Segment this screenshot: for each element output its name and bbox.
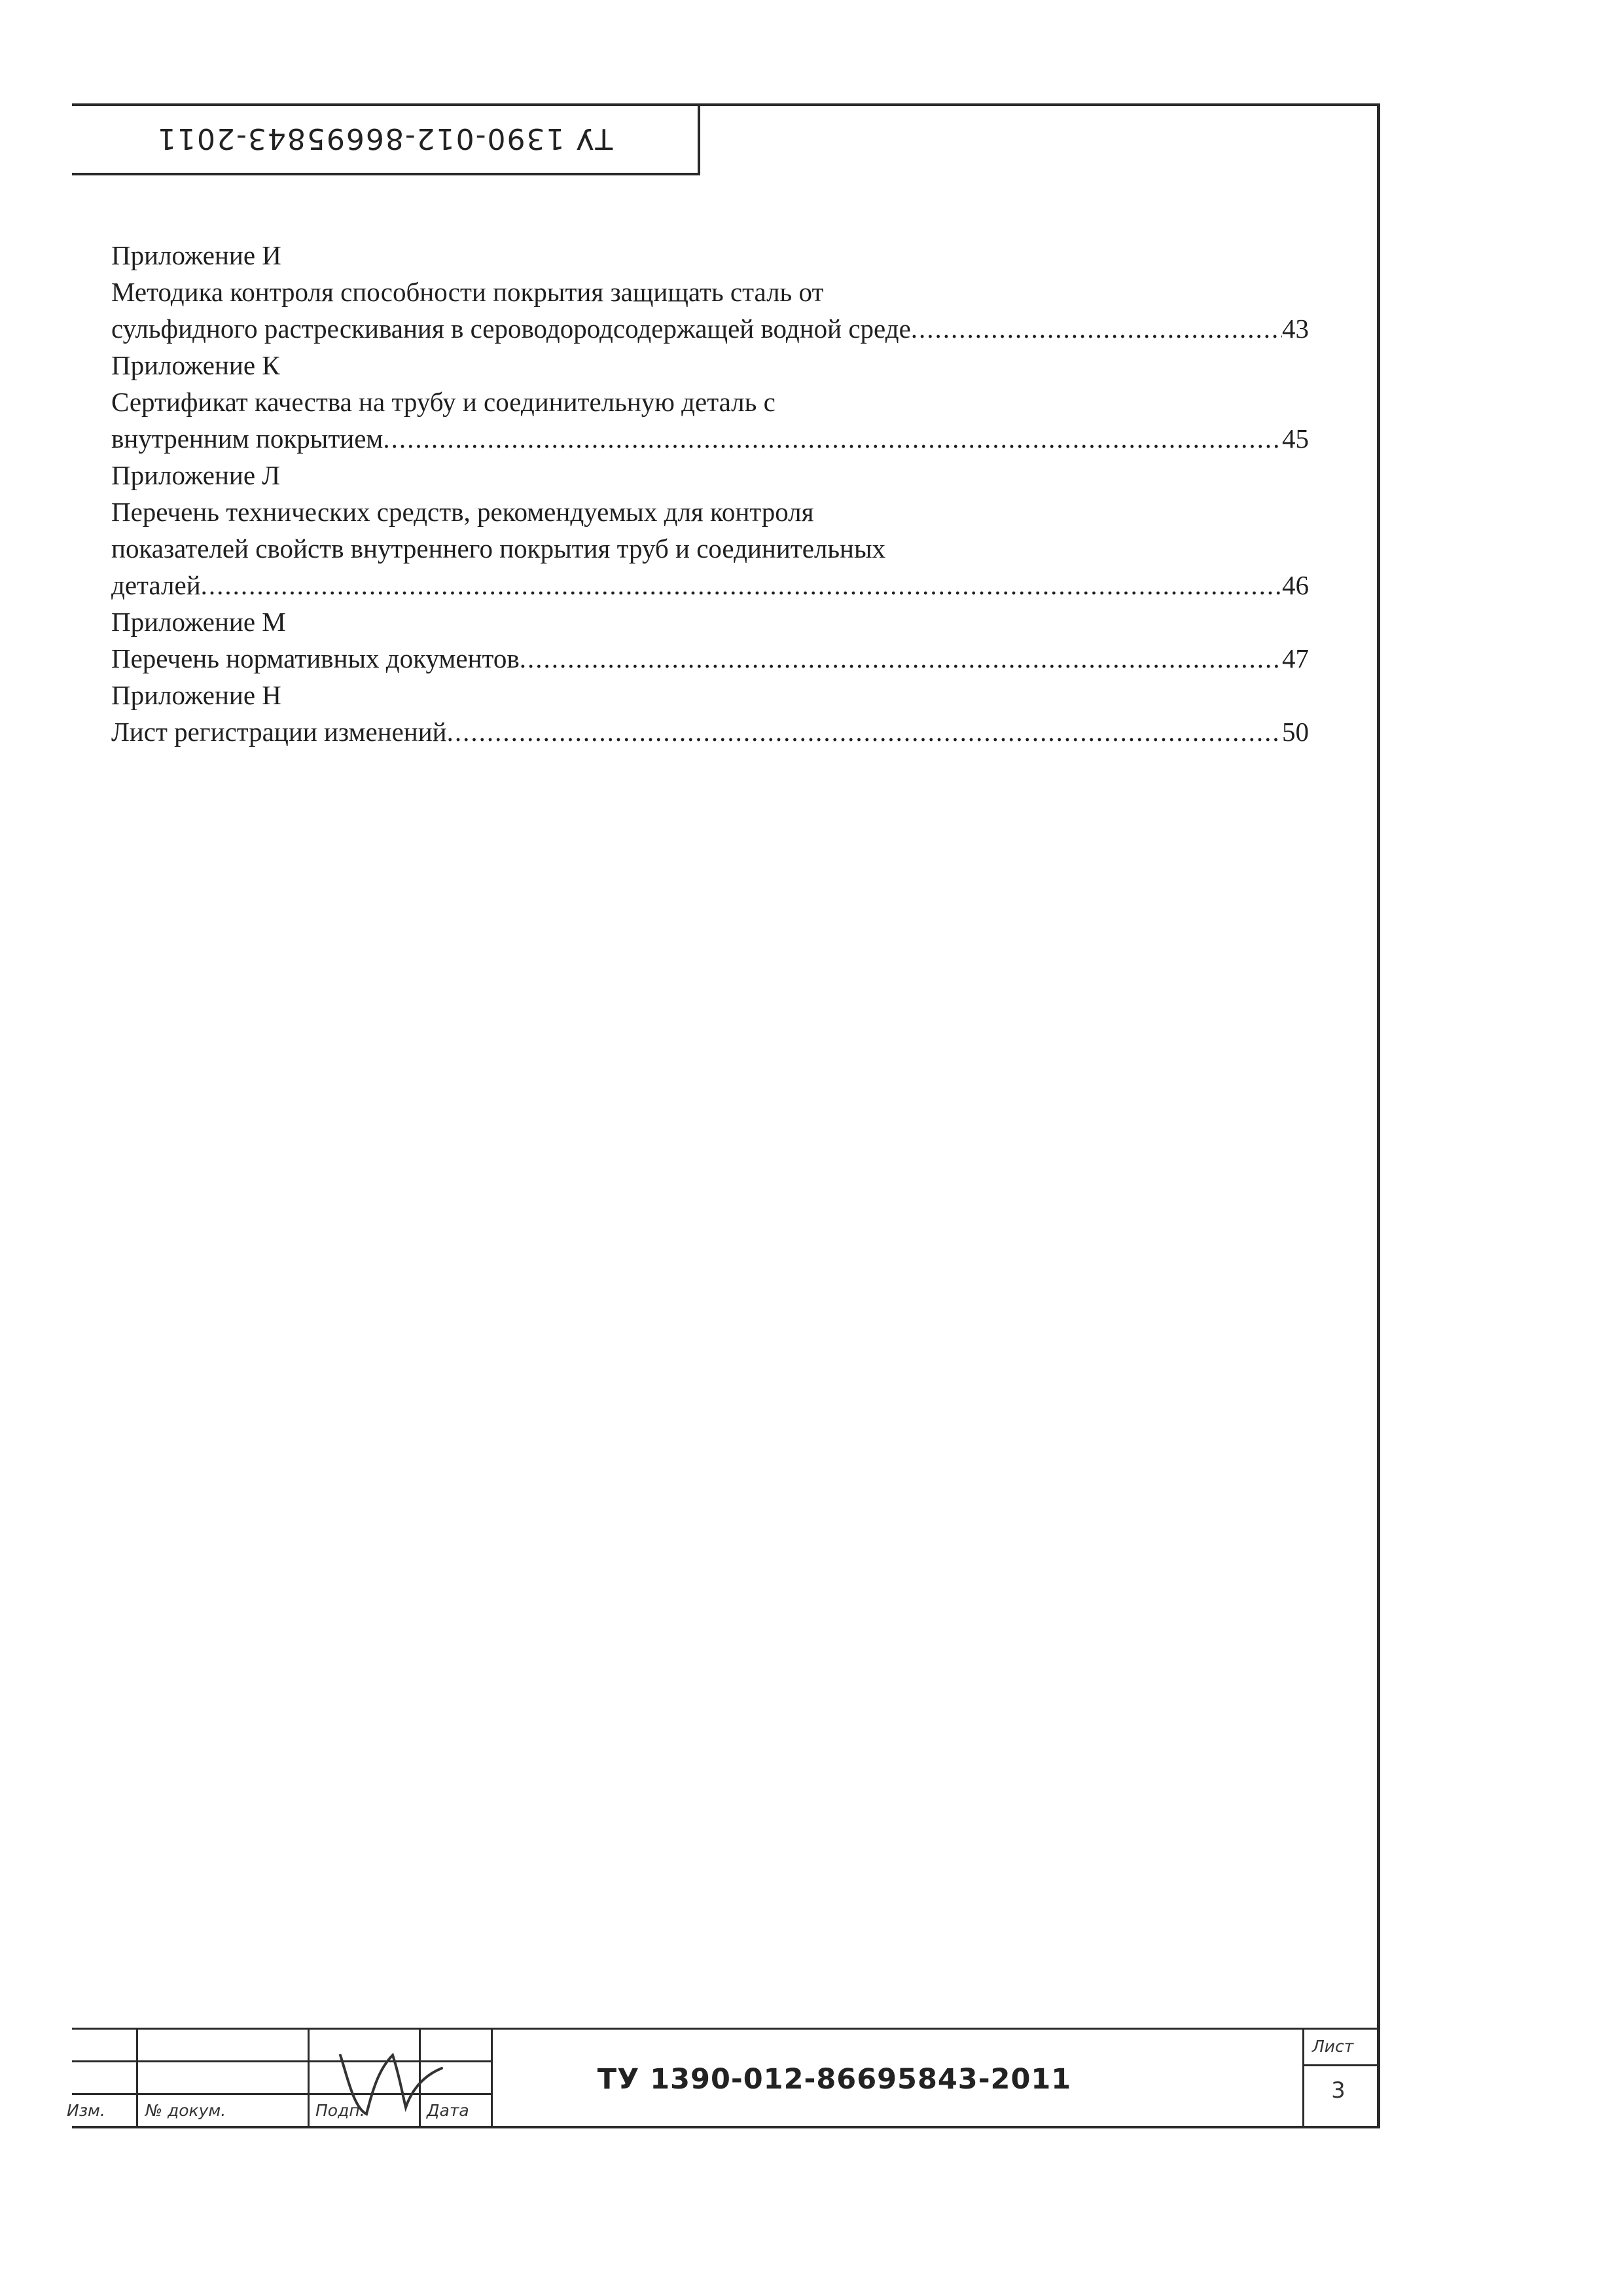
toc-entry-appendix-k — [111, 347, 1309, 457]
toc-leader-dots — [911, 310, 1282, 347]
toc-leader-dots — [447, 713, 1282, 750]
signature-mark — [327, 2036, 458, 2127]
toc-entry-appendix-m — [111, 603, 1309, 677]
title-block-col-line — [308, 2028, 310, 2128]
sheet-cell-left-line — [1302, 2028, 1304, 2128]
title-block — [67, 2028, 1380, 2128]
toc-line: Приложение Л — [111, 460, 281, 490]
toc-line: показателей свойств внутреннего покрытия труб и соединительных — [111, 533, 886, 564]
sheet-number: 3 — [1331, 2077, 1346, 2104]
toc-page-number: 43 — [1282, 314, 1309, 344]
toc-entry-row — [111, 640, 1309, 677]
toc-page-number: 45 — [1282, 423, 1309, 454]
col-sign-label: Подп. — [315, 2101, 365, 2120]
toc-line: Приложение М — [111, 607, 286, 637]
frame-right-border — [1377, 103, 1380, 2128]
toc-entry-text: сульфидного растрескивания в сероводородсодержащей водной среде — [111, 314, 911, 344]
toc-entry-row — [111, 310, 1309, 347]
col-date-label: Дата — [427, 2101, 469, 2120]
top-stamp-code: ТУ 1390-012-86695843-2011 — [156, 121, 613, 155]
toc-line: Сертификат качества на трубу и соединительную деталь с — [111, 387, 776, 417]
col-doc-no-label: № докум. — [145, 2101, 226, 2120]
toc-entry-text: Лист регистрации изменений — [111, 717, 447, 747]
top-stamp-box — [72, 103, 700, 175]
toc-entry-appendix-i — [111, 237, 1309, 347]
table-of-contents — [111, 237, 1309, 750]
toc-leader-dots — [383, 420, 1282, 457]
toc-entry-appendix-l — [111, 457, 1309, 603]
title-block-col-line — [491, 2028, 493, 2128]
toc-entry-text: внутренним покрытием — [111, 423, 383, 454]
toc-line: Приложение И — [111, 240, 281, 270]
col-izm-label: Изм. — [67, 2101, 105, 2120]
toc-line: Приложение Н — [111, 680, 281, 710]
sheet-cell-divider — [1302, 2064, 1380, 2066]
toc-page-number: 46 — [1282, 570, 1309, 600]
toc-entry-text: деталей — [111, 570, 201, 600]
toc-entry-row — [111, 567, 1309, 603]
toc-page-number: 47 — [1282, 643, 1309, 673]
toc-leader-dots — [520, 640, 1282, 677]
toc-entry-appendix-n — [111, 677, 1309, 750]
title-block-col-line — [136, 2028, 138, 2128]
toc-entry-row — [111, 420, 1309, 457]
toc-line: Методика контроля способности покрытия защищать сталь от — [111, 277, 824, 307]
toc-entry-row — [111, 713, 1309, 750]
toc-page-number: 50 — [1282, 717, 1309, 747]
title-block-top-line — [72, 2028, 1380, 2030]
toc-line: Приложение К — [111, 350, 280, 380]
toc-line: Перечень технических средств, рекомендуемых для контроля — [111, 497, 814, 527]
toc-leader-dots — [201, 567, 1282, 603]
document-code: ТУ 1390-012-86695843-2011 — [597, 2063, 1072, 2096]
sheet-label: Лист — [1312, 2037, 1354, 2056]
toc-entry-text: Перечень нормативных документов — [111, 643, 520, 673]
